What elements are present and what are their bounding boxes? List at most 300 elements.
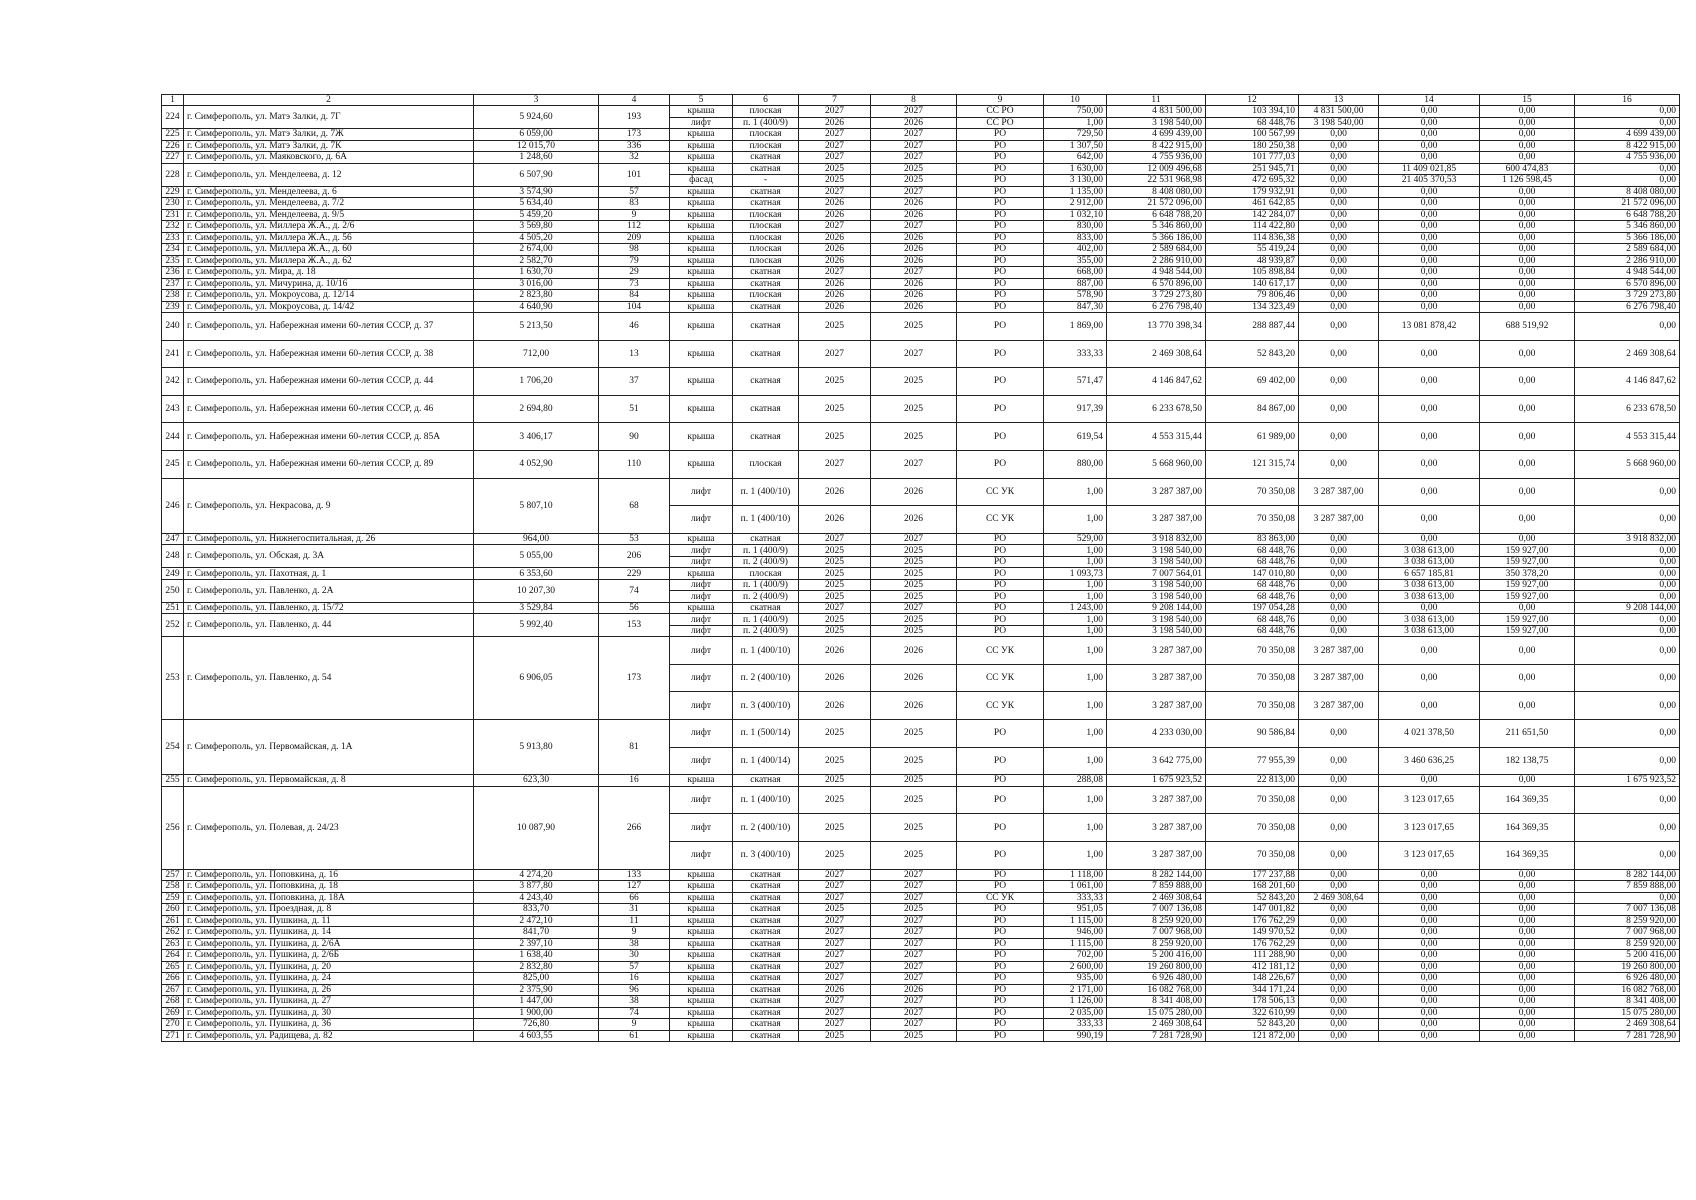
budget-cell: 159 927,00 — [1480, 579, 1575, 591]
address-cell: г. Симферополь, ул. Пушкина, д. 26 — [184, 984, 474, 996]
year-start-cell: 2026 — [799, 984, 871, 996]
year-end-cell: 2025 — [871, 423, 957, 451]
residents-cell: 110 — [599, 450, 670, 478]
fee-cell: 77 955,39 — [1206, 747, 1299, 775]
area-cell: 1 630,70 — [474, 267, 599, 279]
element-cell: крыша — [670, 395, 733, 423]
year-end-cell: 2027 — [871, 106, 957, 118]
type-cell: п. 2 (400/10) — [733, 814, 799, 842]
residents-cell: 83 — [599, 198, 670, 210]
fee-cell: 178 506,13 — [1206, 996, 1299, 1008]
method-cell: РО — [957, 950, 1044, 962]
area-cell: 841,70 — [474, 927, 599, 939]
fee-cell: 168 201,60 — [1206, 881, 1299, 893]
budget-cell: 0,00 — [1480, 984, 1575, 996]
row-number-cell: 257 — [162, 869, 184, 881]
year-end-cell: 2025 — [871, 904, 957, 916]
cost-cell: 8 282 144,00 — [1107, 869, 1206, 881]
address-cell: г. Симферополь, ул. Первомайская, д. 8 — [184, 775, 474, 787]
method-cell: РО — [957, 1007, 1044, 1019]
element-cell: крыша — [670, 221, 733, 233]
year-end-cell: 2026 — [871, 232, 957, 244]
area-cell: 1 706,20 — [474, 368, 599, 396]
element-cell: крыша — [670, 938, 733, 950]
fund-balance-cell: 0,00 — [1575, 841, 1680, 869]
element-cell: крыша — [670, 869, 733, 881]
area-cell: 964,00 — [474, 533, 599, 545]
fund-cell: 0,00 — [1379, 140, 1480, 152]
residents-cell: 127 — [599, 881, 670, 893]
budget-cell: 0,00 — [1480, 775, 1575, 787]
budget-cell: 159 927,00 — [1480, 556, 1575, 568]
column-number-2: 2 — [184, 95, 474, 106]
residents-cell: 9 — [599, 209, 670, 221]
owner-funds-cell: 0,00 — [1299, 747, 1379, 775]
table-row — [162, 301, 1680, 313]
cost-cell: 3 287 387,00 — [1107, 478, 1206, 506]
fund-cell: 0,00 — [1379, 961, 1480, 973]
cost-cell: 2 286 910,00 — [1107, 255, 1206, 267]
residents-cell: 11 — [599, 915, 670, 927]
column-number-9: 9 — [957, 95, 1044, 106]
fund-cell: 0,00 — [1379, 950, 1480, 962]
area-cell: 2 582,70 — [474, 255, 599, 267]
address-cell: г. Симферополь, ул. Пушкина, д. 36 — [184, 1019, 474, 1031]
table-row — [162, 198, 1680, 210]
budget-cell: 0,00 — [1480, 478, 1575, 506]
cost-cell: 6 926 480,00 — [1107, 973, 1206, 985]
address-cell: г. Симферополь, ул. Маяковского, д. 6А — [184, 152, 474, 164]
column-number-8: 8 — [871, 95, 957, 106]
area-cell: 833,70 — [474, 904, 599, 916]
address-cell: г. Симферополь, ул. Матэ Залки, д. 7Г — [184, 106, 474, 129]
method-cell: РО — [957, 786, 1044, 814]
method-cell: РО — [957, 545, 1044, 557]
area-cell: 3 569,80 — [474, 221, 599, 233]
register-sheet — [161, 94, 1679, 1042]
element-cell: лифт — [670, 814, 733, 842]
budget-cell: 0,00 — [1480, 869, 1575, 881]
type-cell: скатная — [733, 927, 799, 939]
owner-funds-cell: 0,00 — [1299, 198, 1379, 210]
method-cell: РО — [957, 814, 1044, 842]
table-row — [162, 340, 1680, 368]
fund-balance-cell: 0,00 — [1575, 637, 1680, 665]
budget-cell: 0,00 — [1480, 961, 1575, 973]
residents-cell: 266 — [599, 786, 670, 869]
area-cell: 5 634,40 — [474, 198, 599, 210]
owner-funds-cell: 0,00 — [1299, 533, 1379, 545]
table-row — [162, 973, 1680, 985]
fund-balance-cell: 0,00 — [1575, 747, 1680, 775]
fund-balance-cell: 8 259 920,00 — [1575, 938, 1680, 950]
owner-funds-cell: 0,00 — [1299, 786, 1379, 814]
owner-funds-cell: 0,00 — [1299, 423, 1379, 451]
volume-cell: 333,33 — [1044, 340, 1107, 368]
fund-balance-cell: 4 146 847,62 — [1575, 368, 1680, 396]
volume-cell: 1,00 — [1044, 117, 1107, 129]
element-cell: крыша — [670, 602, 733, 614]
fee-cell: 70 350,08 — [1206, 637, 1299, 665]
type-cell: скатная — [733, 313, 799, 341]
row-number-cell: 228 — [162, 163, 184, 186]
element-cell: крыша — [670, 973, 733, 985]
year-start-cell: 2027 — [799, 140, 871, 152]
year-start-cell: 2025 — [799, 814, 871, 842]
owner-funds-cell: 0,00 — [1299, 152, 1379, 164]
budget-cell: 0,00 — [1480, 927, 1575, 939]
fund-balance-cell: 4 755 936,00 — [1575, 152, 1680, 164]
volume-cell: 887,00 — [1044, 278, 1107, 290]
address-cell: г. Симферополь, ул. Павленко, д. 2А — [184, 579, 474, 602]
budget-cell: 159 927,00 — [1480, 545, 1575, 557]
address-cell: г. Симферополь, ул. Обская, д. 3А — [184, 545, 474, 568]
residents-cell: 209 — [599, 232, 670, 244]
volume-cell: 847,30 — [1044, 301, 1107, 313]
fund-balance-cell: 0,00 — [1575, 545, 1680, 557]
volume-cell: 1,00 — [1044, 692, 1107, 720]
type-cell: скатная — [733, 950, 799, 962]
fee-cell: 48 939,87 — [1206, 255, 1299, 267]
fee-cell: 68 448,76 — [1206, 556, 1299, 568]
type-cell: плоская — [733, 290, 799, 302]
row-number-cell: 241 — [162, 340, 184, 368]
fee-cell: 70 350,08 — [1206, 786, 1299, 814]
year-end-cell: 2025 — [871, 775, 957, 787]
fee-cell: 114 836,38 — [1206, 232, 1299, 244]
row-number-cell: 254 — [162, 720, 184, 775]
year-end-cell: 2026 — [871, 290, 957, 302]
volume-cell: 750,00 — [1044, 106, 1107, 118]
volume-cell: 935,00 — [1044, 973, 1107, 985]
fee-cell: 134 323,49 — [1206, 301, 1299, 313]
fund-balance-cell: 9 208 144,00 — [1575, 602, 1680, 614]
address-cell: г. Симферополь, ул. Поповкина, д. 18А — [184, 892, 474, 904]
residents-cell: 98 — [599, 244, 670, 256]
column-number-5: 5 — [670, 95, 733, 106]
cost-cell: 3 198 540,00 — [1107, 117, 1206, 129]
method-cell: РО — [957, 625, 1044, 637]
owner-funds-cell: 0,00 — [1299, 186, 1379, 198]
cost-cell: 2 469 308,64 — [1107, 340, 1206, 368]
year-start-cell: 2026 — [799, 198, 871, 210]
method-cell: РО — [957, 579, 1044, 591]
year-end-cell: 2025 — [871, 625, 957, 637]
type-cell: скатная — [733, 775, 799, 787]
table-row — [162, 450, 1680, 478]
table-row — [162, 904, 1680, 916]
row-number-cell: 255 — [162, 775, 184, 787]
year-start-cell: 2025 — [799, 1030, 871, 1042]
budget-cell: 0,00 — [1480, 106, 1575, 118]
row-number-cell: 262 — [162, 927, 184, 939]
residents-cell: 153 — [599, 614, 670, 637]
budget-cell: 0,00 — [1480, 506, 1575, 534]
year-end-cell: 2027 — [871, 340, 957, 368]
residents-cell: 79 — [599, 255, 670, 267]
year-end-cell: 2025 — [871, 786, 957, 814]
fund-cell: 3 038 613,00 — [1379, 591, 1480, 603]
type-cell: п. 1 (400/9) — [733, 545, 799, 557]
type-cell: - — [733, 175, 799, 187]
year-start-cell: 2025 — [799, 556, 871, 568]
fund-balance-cell: 7 007 136,08 — [1575, 904, 1680, 916]
fund-balance-cell: 8 408 080,00 — [1575, 186, 1680, 198]
owner-funds-cell: 0,00 — [1299, 869, 1379, 881]
row-number-cell: 264 — [162, 950, 184, 962]
year-end-cell: 2027 — [871, 892, 957, 904]
fund-balance-cell: 2 469 308,64 — [1575, 1019, 1680, 1031]
fee-cell: 70 350,08 — [1206, 692, 1299, 720]
table-row — [162, 209, 1680, 221]
address-cell: г. Симферополь, ул. Проездная, д. 8 — [184, 904, 474, 916]
year-end-cell: 2027 — [871, 186, 957, 198]
row-number-cell: 233 — [162, 232, 184, 244]
volume-cell: 1,00 — [1044, 625, 1107, 637]
method-cell: РО — [957, 869, 1044, 881]
cost-cell: 6 648 788,20 — [1107, 209, 1206, 221]
residents-cell: 56 — [599, 602, 670, 614]
year-start-cell: 2025 — [799, 313, 871, 341]
element-cell: крыша — [670, 290, 733, 302]
fee-cell: 176 762,29 — [1206, 915, 1299, 927]
method-cell: РО — [957, 175, 1044, 187]
residents-cell: 9 — [599, 1019, 670, 1031]
year-end-cell: 2027 — [871, 450, 957, 478]
method-cell: РО — [957, 614, 1044, 626]
type-cell: п. 2 (400/9) — [733, 556, 799, 568]
address-cell: г. Симферополь, ул. Набережная имени 60-летия СССР, д. 38 — [184, 340, 474, 368]
fund-cell: 0,00 — [1379, 938, 1480, 950]
type-cell: п. 2 (400/9) — [733, 591, 799, 603]
column-number-row — [162, 95, 1680, 106]
row-number-cell: 224 — [162, 106, 184, 129]
type-cell: скатная — [733, 186, 799, 198]
fund-cell: 0,00 — [1379, 1019, 1480, 1031]
fee-cell: 103 394,10 — [1206, 106, 1299, 118]
fee-cell: 147 001,82 — [1206, 904, 1299, 916]
cost-cell: 3 198 540,00 — [1107, 591, 1206, 603]
year-start-cell: 2027 — [799, 152, 871, 164]
budget-cell: 0,00 — [1480, 117, 1575, 129]
element-cell: крыша — [670, 152, 733, 164]
method-cell: РО — [957, 568, 1044, 580]
cost-cell: 5 346 860,00 — [1107, 221, 1206, 233]
address-cell: г. Симферополь, ул. Пушкина, д. 24 — [184, 973, 474, 985]
volume-cell: 833,00 — [1044, 232, 1107, 244]
area-cell: 4 640,90 — [474, 301, 599, 313]
fund-cell: 0,00 — [1379, 290, 1480, 302]
method-cell: РО — [957, 938, 1044, 950]
address-cell: г. Симферополь, ул. Набережная имени 60-летия СССР, д. 46 — [184, 395, 474, 423]
method-cell: РО — [957, 255, 1044, 267]
residents-cell: 173 — [599, 129, 670, 141]
area-cell: 2 823,80 — [474, 290, 599, 302]
table-row — [162, 478, 1680, 506]
budget-cell: 0,00 — [1480, 938, 1575, 950]
year-end-cell: 2027 — [871, 602, 957, 614]
cost-cell: 13 770 398,34 — [1107, 313, 1206, 341]
volume-cell: 402,00 — [1044, 244, 1107, 256]
type-cell: скатная — [733, 1019, 799, 1031]
area-cell: 623,30 — [474, 775, 599, 787]
cost-cell: 3 729 273,80 — [1107, 290, 1206, 302]
address-cell: г. Симферополь, ул. Мокроусова, д. 14/42 — [184, 301, 474, 313]
element-cell: крыша — [670, 423, 733, 451]
element-cell: лифт — [670, 786, 733, 814]
address-cell: г. Симферополь, ул. Мокроусова, д. 12/14 — [184, 290, 474, 302]
row-number-cell: 247 — [162, 533, 184, 545]
owner-funds-cell: 0,00 — [1299, 568, 1379, 580]
year-start-cell: 2027 — [799, 927, 871, 939]
element-cell: крыша — [670, 568, 733, 580]
budget-cell: 0,00 — [1480, 232, 1575, 244]
type-cell: плоская — [733, 232, 799, 244]
table-row — [162, 938, 1680, 950]
type-cell: скатная — [733, 423, 799, 451]
year-start-cell: 2027 — [799, 973, 871, 985]
year-start-cell: 2026 — [799, 478, 871, 506]
fund-cell: 0,00 — [1379, 186, 1480, 198]
fee-cell: 100 567,99 — [1206, 129, 1299, 141]
owner-funds-cell: 4 831 500,00 — [1299, 106, 1379, 118]
column-number-12: 12 — [1206, 95, 1299, 106]
area-cell: 3 016,00 — [474, 278, 599, 290]
method-cell: СС УК — [957, 664, 1044, 692]
volume-cell: 1 630,00 — [1044, 163, 1107, 175]
volume-cell: 642,00 — [1044, 152, 1107, 164]
element-cell: фасад — [670, 175, 733, 187]
row-number-cell: 229 — [162, 186, 184, 198]
year-start-cell: 2027 — [799, 1019, 871, 1031]
year-end-cell: 2027 — [871, 152, 957, 164]
type-cell: скатная — [733, 881, 799, 893]
cost-cell: 4 553 315,44 — [1107, 423, 1206, 451]
volume-cell: 1,00 — [1044, 664, 1107, 692]
method-cell: РО — [957, 163, 1044, 175]
address-cell: г. Симферополь, ул. Миллера Ж.А., д. 2/6 — [184, 221, 474, 233]
element-cell: крыша — [670, 450, 733, 478]
fund-cell: 0,00 — [1379, 221, 1480, 233]
table-row — [162, 1007, 1680, 1019]
year-end-cell: 2027 — [871, 961, 957, 973]
cost-cell: 3 287 387,00 — [1107, 664, 1206, 692]
table-row — [162, 152, 1680, 164]
owner-funds-cell: 0,00 — [1299, 1019, 1379, 1031]
volume-cell: 1 118,00 — [1044, 869, 1107, 881]
fund-balance-cell: 0,00 — [1575, 625, 1680, 637]
budget-cell: 0,00 — [1480, 395, 1575, 423]
cost-cell: 21 572 096,00 — [1107, 198, 1206, 210]
fee-cell: 176 762,29 — [1206, 938, 1299, 950]
fund-cell: 0,00 — [1379, 232, 1480, 244]
method-cell: РО — [957, 140, 1044, 152]
element-cell: крыша — [670, 301, 733, 313]
fee-cell: 68 448,76 — [1206, 579, 1299, 591]
fund-balance-cell: 5 200 416,00 — [1575, 950, 1680, 962]
fund-cell: 0,00 — [1379, 255, 1480, 267]
residents-cell: 31 — [599, 904, 670, 916]
volume-cell: 2 912,00 — [1044, 198, 1107, 210]
fund-balance-cell: 5 346 860,00 — [1575, 221, 1680, 233]
area-cell: 2 832,80 — [474, 961, 599, 973]
table-row — [162, 313, 1680, 341]
fund-balance-cell: 0,00 — [1575, 786, 1680, 814]
year-end-cell: 2025 — [871, 395, 957, 423]
type-cell: скатная — [733, 301, 799, 313]
method-cell: РО — [957, 267, 1044, 279]
cost-cell: 5 366 186,00 — [1107, 232, 1206, 244]
method-cell: РО — [957, 152, 1044, 164]
year-start-cell: 2026 — [799, 692, 871, 720]
table-row — [162, 423, 1680, 451]
fund-cell: 3 038 613,00 — [1379, 556, 1480, 568]
budget-cell: 159 927,00 — [1480, 614, 1575, 626]
year-start-cell: 2025 — [799, 163, 871, 175]
area-cell: 712,00 — [474, 340, 599, 368]
address-cell: г. Симферополь, ул. Павленко, д. 44 — [184, 614, 474, 637]
table-row — [162, 984, 1680, 996]
owner-funds-cell: 0,00 — [1299, 301, 1379, 313]
address-cell: г. Симферополь, ул. Поповкина, д. 16 — [184, 869, 474, 881]
owner-funds-cell: 3 287 387,00 — [1299, 692, 1379, 720]
table-row — [162, 892, 1680, 904]
type-cell: плоская — [733, 209, 799, 221]
area-cell: 4 052,90 — [474, 450, 599, 478]
method-cell: РО — [957, 747, 1044, 775]
budget-cell: 600 474,83 — [1480, 163, 1575, 175]
area-cell: 5 913,80 — [474, 720, 599, 775]
fund-balance-cell: 0,00 — [1575, 692, 1680, 720]
owner-funds-cell: 0,00 — [1299, 950, 1379, 962]
volume-cell: 333,33 — [1044, 1019, 1107, 1031]
address-cell: г. Симферополь, ул. Павленко, д. 15/72 — [184, 602, 474, 614]
fee-cell: 68 448,76 — [1206, 625, 1299, 637]
year-start-cell: 2026 — [799, 255, 871, 267]
budget-cell: 0,00 — [1480, 221, 1575, 233]
fund-cell: 0,00 — [1379, 664, 1480, 692]
area-cell: 5 213,50 — [474, 313, 599, 341]
fund-cell: 11 409 021,85 — [1379, 163, 1480, 175]
row-number-cell: 251 — [162, 602, 184, 614]
fund-cell: 3 038 613,00 — [1379, 625, 1480, 637]
method-cell: РО — [957, 186, 1044, 198]
year-start-cell: 2025 — [799, 545, 871, 557]
row-number-cell: 246 — [162, 478, 184, 533]
method-cell: СС УК — [957, 637, 1044, 665]
fee-cell: 288 887,44 — [1206, 313, 1299, 341]
row-number-cell: 232 — [162, 221, 184, 233]
residents-cell: 84 — [599, 290, 670, 302]
row-number-cell: 226 — [162, 140, 184, 152]
owner-funds-cell: 0,00 — [1299, 244, 1379, 256]
volume-cell: 1 032,10 — [1044, 209, 1107, 221]
year-start-cell: 2025 — [799, 395, 871, 423]
year-start-cell: 2027 — [799, 950, 871, 962]
fund-cell: 21 405 370,53 — [1379, 175, 1480, 187]
table-row — [162, 1030, 1680, 1042]
volume-cell: 880,00 — [1044, 450, 1107, 478]
fund-cell: 0,00 — [1379, 1030, 1480, 1042]
cost-cell: 4 948 544,00 — [1107, 267, 1206, 279]
fund-cell: 0,00 — [1379, 692, 1480, 720]
year-start-cell: 2027 — [799, 938, 871, 950]
fee-cell: 68 448,76 — [1206, 545, 1299, 557]
address-cell: г. Симферополь, ул. Миллера Ж.А., д. 62 — [184, 255, 474, 267]
row-number-cell: 239 — [162, 301, 184, 313]
year-start-cell: 2027 — [799, 221, 871, 233]
year-end-cell: 2025 — [871, 814, 957, 842]
